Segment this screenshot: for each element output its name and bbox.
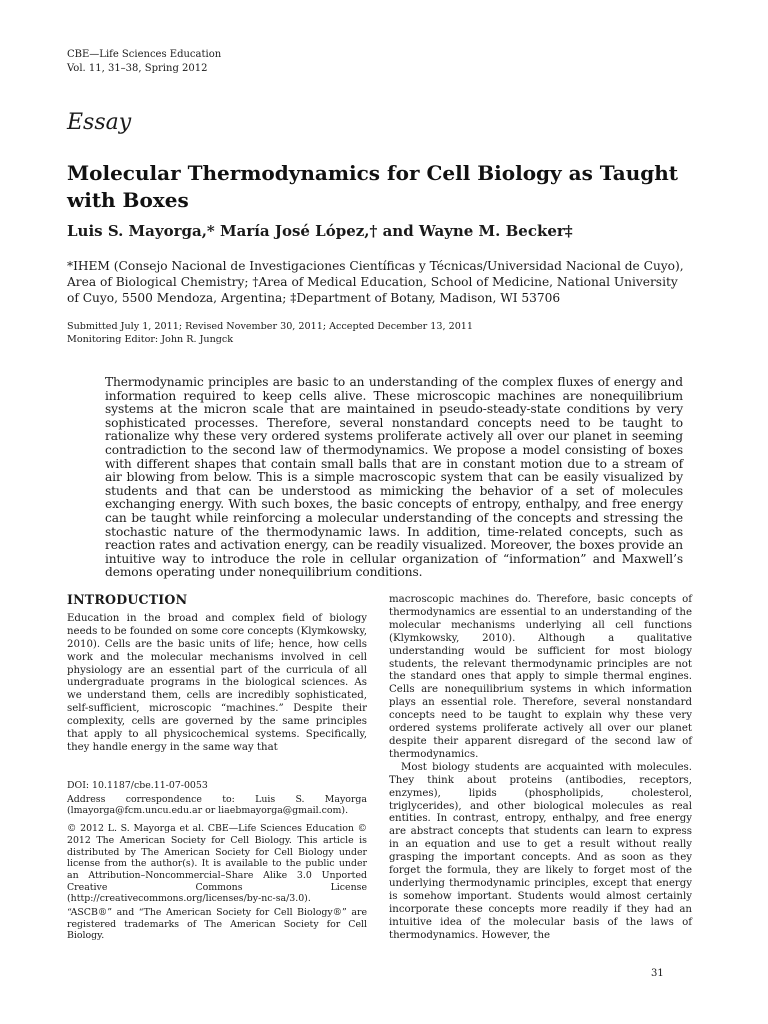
monitoring-editor: Monitoring Editor: John R. Jungck	[67, 334, 234, 345]
article-title: Molecular Thermodynamics for Cell Biology as Taught with Boxes	[67, 161, 679, 212]
right-column	[389, 594, 692, 942]
article-footnote	[67, 780, 367, 944]
intro-paragraph-right-2: Most biology students are acquainted with molecules. They think about proteins (antibodies, receptors, enzymes), lipids (phospholipids, cholesterol, triglycerides), and other biological molecules as real entities. In contrast, entropy, enthalpy, and free energy are abstract concepts that students can learn to express in an equation and use to get a result without really grasping the important concepts. And as soon as they forget the formula, they are likely to forget most of the underlying thermodynamic principles, except that energy is somehow important. Students would almost certainly incorporate these concepts more readily if they had an intuitive idea of the molecular basis of the laws of thermodynamics. However, the	[389, 761, 692, 941]
trademark-text: “ASCB®” and “The American Society for Cell Biology®” are registered trademarks of The American Society for Cell Biology.	[67, 907, 367, 942]
author-list: Luis S. Mayorga,* María José López,† and Wayne M. Becker‡	[67, 222, 573, 240]
journal-header	[67, 48, 367, 76]
correspondence-text: Address correspondence to: Luis S. Mayorga (lmayorga@fcm.uncu.edu.ar or liaebmayorga@gmail.com).	[67, 793, 367, 817]
left-column	[67, 594, 367, 755]
submission-dates: Submitted July 1, 2011; Revised November 30, 2011; Accepted December 13, 2011	[67, 321, 474, 332]
copyright-text: © 2012 L. S. Mayorga et al. CBE—Life Sciences Education © 2012 The American Society for Cell Biology. This article is distributed by The American Society for Cell Biology under license from the author(s). It is available to the public under an Attribution–Noncommercial–Share Alike 3.0 Unported Creative Commons License (http://creativecommons.org/licenses/by-nc-sa/3.0).	[67, 823, 367, 905]
submission-info	[67, 320, 567, 346]
introduction-heading: INTRODUCTION	[67, 592, 188, 607]
intro-paragraph-right-1: macroscopic machines do. Therefore, basic concepts of thermodynamics are essential to an understanding of the molecular mechanisms underlying all cell functions (Klymkowsky, 2010). Although a qualitative understanding would be sufficient for most biology students, the relevant thermodynamic principles are not the standard ones that apply to simple thermal engines. Cells are nonequilibrium systems in which information plays an essential role. Therefore, several nonstandard concepts need to be taught to explain why these very ordered systems proliferate actively all over our planet despite their apparent disregard of the second law of thermodynamics.	[389, 594, 692, 760]
affiliations: *IHEM (Consejo Nacional de Investigaciones Científicas y Técnicas/Universidad Nacional de Cuyo), Area of Biological Chemistry; †Area of Medical Education, School of Medicine, National University of Cuyo, 5500 Mendoza, Argentina; ‡Department of Botany, Madison, WI 53706	[67, 259, 684, 305]
page-number: 31	[651, 968, 664, 979]
section-label: Essay	[67, 110, 132, 135]
journal-volume: Vol. 11, 31–38, Spring 2012	[67, 63, 208, 74]
intro-paragraph-left: Education in the broad and complex field of biology needs to be founded on some core concepts (Klymkowsky, 2010). Cells are the basic units of life; hence, how cells work and the molecular mechanisms involved in cell physiology are an essential part of the curricula of all undergraduate programs in the biological sciences. As we understand them, cells are incredibly sophisticated, self-sufficient, microscopic “machines.” Despite their complexity, cells are governed by the same principles that apply to all physicochemical systems. Specifically, they handle energy in the same way that	[67, 612, 367, 753]
abstract: Thermodynamic principles are basic to an understanding of the complex fluxes of energy and information required to keep cells alive. These microscopic machines are nonequilibrium systems at the micron scale that are maintained in pseudo-steady-state conditions by very sophisticated processes. Therefore, several nonstandard concepts need to be taught to rationalize why these very ordered systems proliferate actively all over our planet in seeming contradiction to the second law of thermodynamics. We propose a model consisting of boxes with different shapes that contain small balls that are in constant motion due to a stream of air blowing from below. This is a simple macroscopic system that can be easily visualized by students and that can be understood as mimicking the behavior of a set of molecules exchanging energy. With such boxes, the basic concepts of entropy, enthalpy, and free energy can be taught while reinforcing a molecular understanding of the concepts and stressing the stochastic nature of the thermodynamic laws. In addition, time-related concepts, such as reaction rates and activation energy, can be readily visualized. Moreover, the boxes provide an intuitive way to introduce the role in cellular organization of “information” and Maxwell’s demons operating under nonequilibrium conditions.	[105, 375, 683, 580]
journal-name: CBE—Life Sciences Education	[67, 49, 222, 60]
doi-text: DOI: 10.1187/cbe.11-07-0053	[67, 780, 208, 791]
